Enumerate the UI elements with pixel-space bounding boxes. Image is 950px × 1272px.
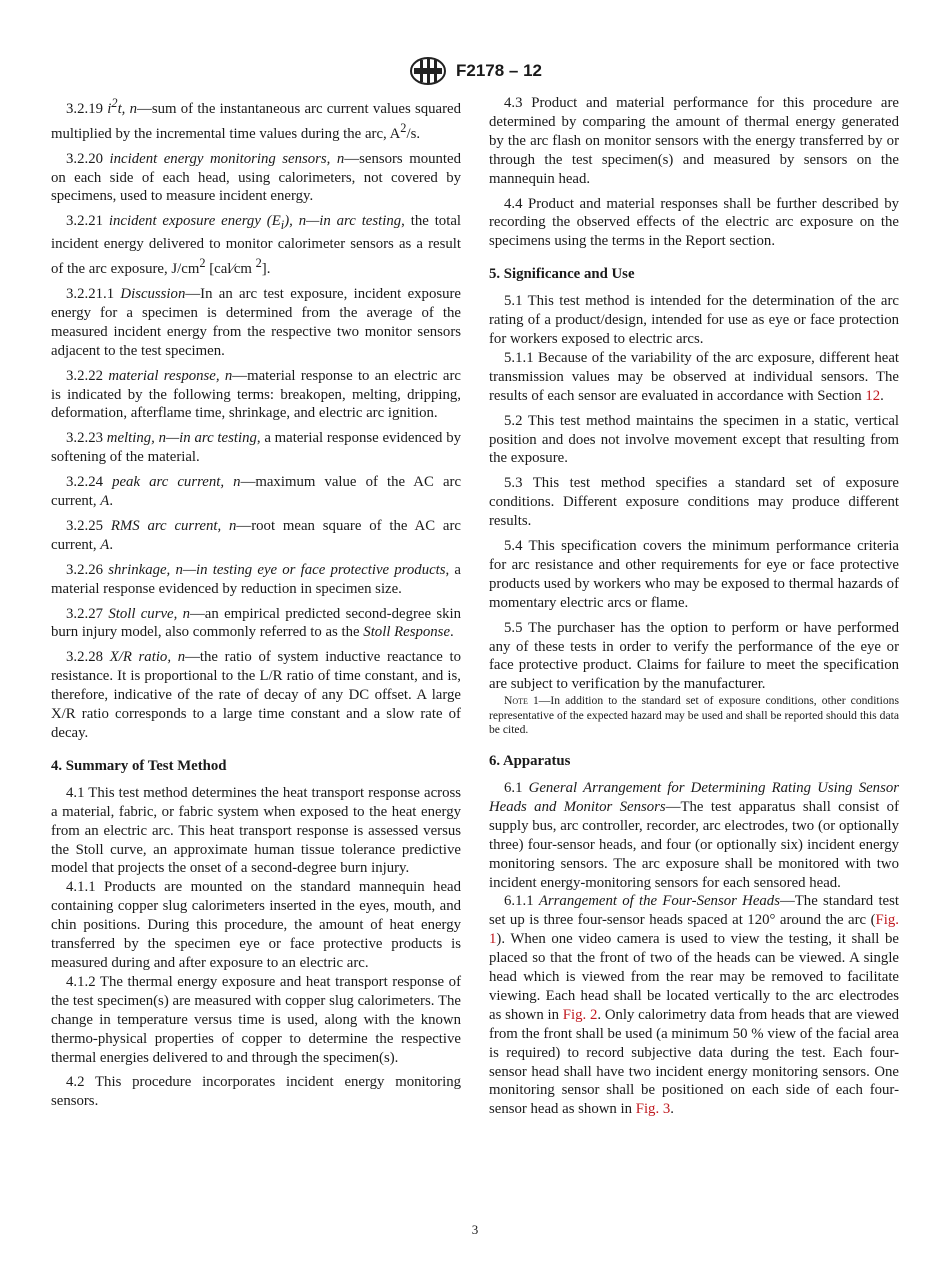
page-header: [0, 56, 950, 86]
definition-3-2-25: 3.2.25 RMS arc current, n—root mean square of the AC arc current, A.: [51, 517, 461, 553]
section-4-heading: 4. Summary of Test Method: [51, 757, 227, 774]
page-number: 3: [471, 1222, 479, 1237]
fig-3-link[interactable]: Fig. 3: [635, 1101, 671, 1118]
definition-3-2-26: 3.2.26 shrinkage, n—in testing eye or face protective products, a material response evidenced by reduction in specimen size.: [51, 561, 461, 597]
definition-3-2-23: 3.2.23 melting, n—in arc testing, a material response evidenced by softening of the material.: [51, 430, 461, 466]
paragraph-5-4: 5.4 This specification covers the minimum performance criteria for arc resistance and other requirements for eye or face protective products used by workers who may be exposed to thermal hazards of momentary electric arcs or flame.: [489, 538, 899, 611]
paragraph-5-1-1: 5.1.1 Because of the variability of the arc exposure, different heat transmission values may be observed at individual sensors. The results of each sensor are evaluated in accordance with Section 12.: [489, 349, 899, 404]
definition-3-2-24: 3.2.24 peak arc current, n—maximum value of the AC arc current, A.: [51, 474, 462, 510]
definition-3-2-27: 3.2.27 Stoll curve, n—an empirical predicted second-degree skin burn injury model, also commonly referred to as the Stoll Response.: [51, 605, 461, 641]
paragraph-4-4: 4.4 Product and material responses shall be further described by recording the observed effects of the electric arc exposure on the specimens using the terms in the Report section.: [489, 195, 899, 250]
paragraph-4-2: 4.2 This procedure incorporates incident energy monitoring sensors.: [51, 1074, 461, 1110]
fig-2-link[interactable]: Fig. 2: [562, 1006, 598, 1023]
astm-logo-icon: [408, 56, 448, 86]
note-1: Note 1—In addition to the standard set of exposure conditions, other conditions representative of the expected hazard may be used and shall be reported should this data be cited.: [489, 694, 899, 737]
paragraph-5-5: 5.5 The purchaser has the option to perform or have performed any of these tests in order to verify the performance of the eye or face protective product. Claims for failure to meet the specification are subject to verification by the manufacturer.: [489, 619, 899, 693]
paragraph-4-1-1: 4.1.1 Products are mounted on the standard mannequin head containing copper slug calorimeters inserted in the eyes, mouth, and chin positions. During this procedure, the amount of heat energy transferred by the specimen eye or face protective products is measured during and after exposure to an electric arc.: [51, 879, 461, 971]
paragraph-4-1-2: 4.1.2 The thermal energy exposure and heat transport response of the test specimen(s) are measured with copper slug calorimeters. The change in temperature versus time is used, along with the known thermo-physical properties of copper to determine the respective thermal energies delivered to and through the specimen(s).: [51, 973, 461, 1066]
fig-1-link[interactable]: Fig. 1: [489, 912, 899, 948]
paragraph-5-1: 5.1 This test method is intended for the determination of the arc rating of a product/design, intended for use as eye or face protection for workers exposed to electric arcs.: [489, 293, 899, 347]
definition-3-2-28: 3.2.28 X/R ratio, n—the ratio of system inductive reactance to resistance. It is proportional to the L/R ratio of time constant, and is, therefore, indicative of the rate of decay of any DC offset. A large X/R ratio corresponds to a large time constant and a slow rate of decay.: [51, 649, 462, 741]
paragraph-5-2: 5.2 This test method maintains the specimen in a static, vertical position and does not involve movement except that resulting from the exposure.: [489, 412, 899, 467]
standard-code: F2178 – 12: [455, 61, 542, 80]
paragraph-6-1-1: 6.1.1 Arrangement of the Four-Sensor Heads—The standard test set up is three four-sensor heads spaced at 120° around the arc (Fig. 1). When one video camera is used to view the testing, it shall be placed so that the front of two of the heads can be viewed. A single head which is viewed from the rear may be removed to facilitate viewing. Each head shall be located vertically to the arc electrodes as shown in Fig. 2. Only calorimetry data from heads that are viewed from the front shall be used (a minimum 50 % view of the facial area is required) to record subjective data during the test. Each four-sensor head shall have two incident energy monitoring sensors. One monitoring sensor shall be positioned on each side of each four-sensor head as shown in Fig. 3.: [489, 893, 899, 1118]
section-12-link[interactable]: 12: [865, 387, 881, 404]
definition-3-2-21-1: 3.2.21.1 Discussion—In an arc test exposure, incident exposure energy for a specimen is determined from the average of the measured incident energy from the respective two monitor sensors adjacent to the test specimen.: [51, 285, 461, 359]
paragraph-6-1: 6.1 General Arrangement for Determining Rating Using Sensor Heads and Monitor Sensors—The test apparatus shall consist of supply bus, arc controller, recorder, arc electrodes, two (or optionally three) four-sensor heads, and four (or optionally six) incident energy monitoring sensors. The arc exposure shall be monitored with two incident energy-monitoring sensors for each sensored head.: [489, 779, 899, 891]
definition-3-2-19: 3.2.19 $i^2t$, n—sum of the instantaneous arc current values squared multiplied by the incremental time values during the arc, $A^2/s$.: [51, 96, 461, 142]
left-column: [51, 94, 461, 1117]
definition-3-2-21: 3.2.21 incident exposure energy $(E_i)$, n—in arc testing, the total incident energy delivered to monitor calorimeter sensors as a result of the arc exposure, $J/cm^2$ [cal⁄cm $^2$].: [51, 213, 461, 278]
definition-3-2-20: 3.2.20 incident energy monitoring sensors, n—sensors mounted on each side of each head, using calorimeters, not covered by specimens, used to measure incident energy.: [51, 150, 462, 205]
section-5-heading: 5. Significance and Use: [489, 266, 635, 283]
right-column: [489, 94, 899, 1125]
paragraph-5-3: 5.3 This test method specifies a standard set of exposure conditions. Different exposure conditions may produce different results.: [489, 475, 899, 530]
section-6-heading: 6. Apparatus: [489, 753, 571, 770]
paragraph-4-3: 4.3 Product and material performance for this procedure are determined by comparing the amount of thermal energy generated by the arc flash on monitor sensors with the energy transferred by or through the test specimen(s) and measured by sensors on the mannequin head.: [489, 95, 899, 187]
definition-3-2-22: 3.2.22 material response, n—material response to an electric arc is indicated by the following terms: breakopen, melting, dripping, deformation, afterflame time, shrinkage, and electric arc ignition.: [51, 367, 461, 422]
paragraph-4-1: 4.1 This test method determines the heat transport response across a material, fabric, or fabric system when exposed to the heat energy from an electric arc. This heat transport response is assessed versus the Stoll curve, an approximate human tissue tolerance predictive model that projects the onset of a second-degree burn injury.: [51, 784, 461, 877]
